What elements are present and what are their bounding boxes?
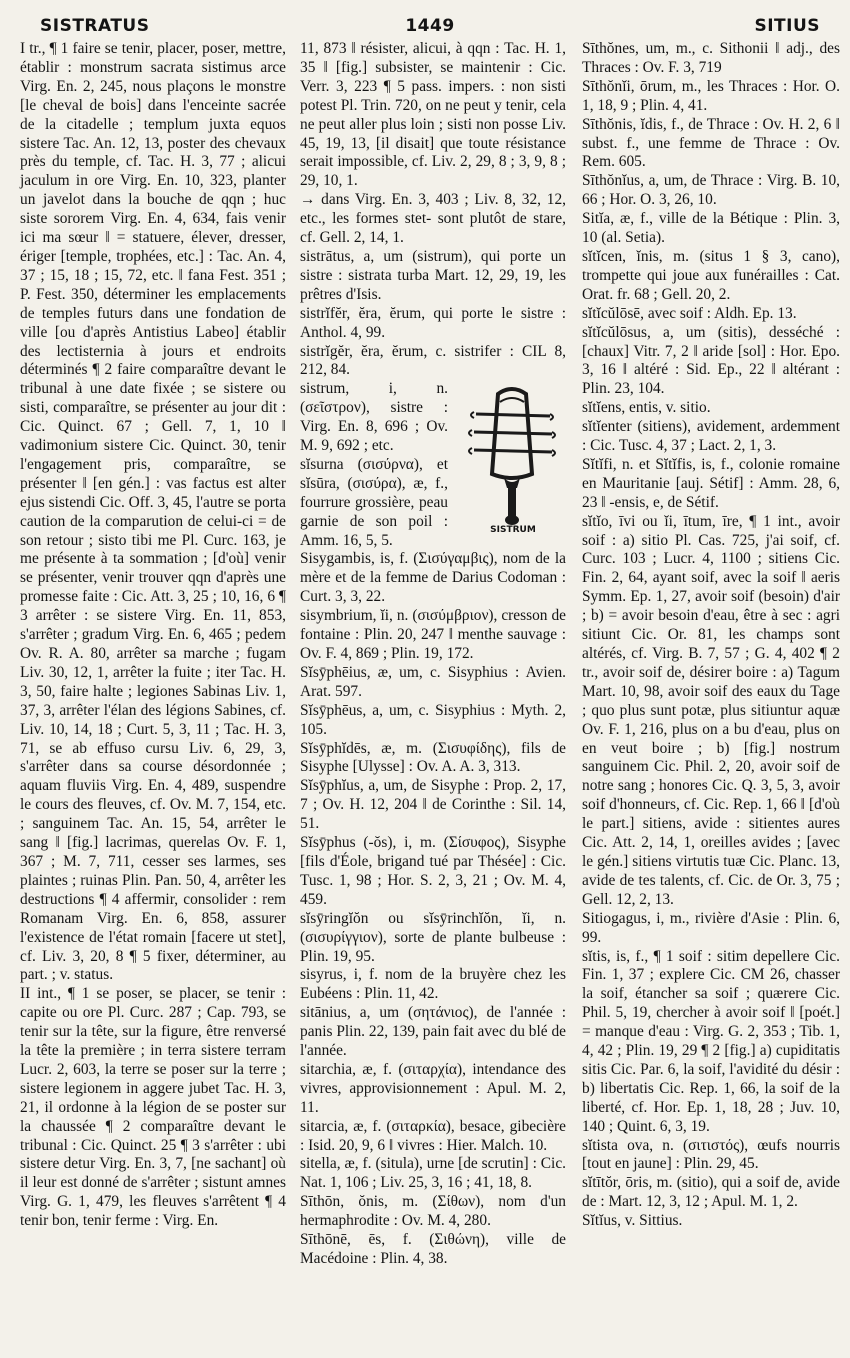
entry-paragraph: Sĭsȳphus (-ŏs), i, m. (Σίσυφος), Sisyphe [fils d'Éole, brigand tué par Thésée] : Cic. Tusc. 1, 98 ; Hor. S. 2, 3, 21 ; Ov. M. 4, 459. [300, 834, 566, 908]
entry-paragraph: Sīthōn, ŏnis, m. (Σίθων), nom d'un hermaphrodite : Ov. M. 4, 280. [300, 1193, 566, 1230]
column-3 [582, 40, 840, 1231]
entry-paragraph: sitānius, a, um (σητάνιος), de l'année : panis Plin. 22, 139, pain fait avec du blé de l'année. [300, 1004, 566, 1060]
entry-paragraph: Sĭsȳphēus, a, um, c. Sisyphius : Myth. 2, 105. [300, 701, 566, 738]
header-first-word: SISTRATUS [40, 16, 150, 36]
entry-paragraph: sistrātus, a, um (sistrum), qui porte un sistre : sistrata turba Mart. 12, 29, 19, les prêtres d'Isis. [300, 247, 566, 303]
entry-paragraph: sisyrus, i, f. nom de la bruyère chez les Eubéens : Plin. 11, 42. [300, 966, 566, 1003]
entry-paragraph: → dans Virg. En. 3, 403 ; Liv. 8, 32, 12, etc., les formes stet- sont plutôt de stare, cf. Gell. 2, 14, 1. [300, 191, 566, 247]
entry-paragraph: Sīthŏnis, ĭdis, f., de Thrace : Ov. H. 2, 6 ‖ subst. f., une femme de Thrace : Ov. Rem. 605. [582, 115, 840, 171]
entry-paragraph: sĭtĭo, īvi ou ĭi, ītum, īre, ¶ 1 int., avoir soif : a) sitio Pl. Cas. 725, j'ai soif, cf. Curc. 103 ; Lucr. 4, 1100 ; sitiens Cic. Fin. 2, 64, ayant soif, avec la soif ‖ aeris Symm. Ep. 1, 27, avoir soif (besoin) d'air ; b) = avoir besoin d'eau, être à sec : agri sitiunt Cic. Or. 81, les champs sont altérés, cf. Virg. B. 7, 57 ; G. 4, 402 ¶ 2 tr., avoir soif de, désirer boire : a) Tagum Mart. 10, 98, avoir soif des eaux du Tage ; quo plus sunt potæ, plus sitiuntur aquæ Ov. F. 1, 216, plus on a bu d'eau, plus on en veut boire ; b) [fig.] nostrum sanguinem Cic. Phil. 2, 20, avoir soif de notre sang ; honores Cic. Q. 3, 5, 3, avoir soif d'honneurs, cf. Cic. Rep. 1, 66 ‖ [d'où le part.] sitiens, avide : sitientes aures Cic. Att. 2, 14, 1, oreilles avides ; [avec le gén.] sitiens virtutis tuæ Cic. Planc. 13, avide de tes talents, cf. Cic. de Or. 3, 75 ; Gell. 12, 2, 13. [582, 512, 840, 908]
sistrum-illustration [454, 382, 572, 540]
entry-paragraph: Sīthŏnĭus, a, um, de Thrace : Virg. B. 10, 66 ; Hor. O. 3, 26, 10. [582, 172, 840, 209]
entry-paragraph: sitarcia, æ, f. (σιταρκία), besace, gibecière : Isid. 20, 9, 6 ‖ vivres : Hier. Malch. 10. [300, 1117, 566, 1154]
page-number: 1449 [405, 16, 455, 36]
entry-paragraph: Sĭsȳphĭdēs, æ, m. (Σισυφίδης), fils de Sisyphe [Ulysse] : Ov. A. A. 3, 313. [300, 739, 566, 776]
entry-paragraph: sĭtĭens, entis, v. sitio. [582, 399, 711, 417]
entry-paragraph: sĭtītŏr, ōris, m. (sitio), qui a soif de, avide de : Mart. 12, 3, 12 ; Apul. M. 1, 2. [582, 1174, 840, 1211]
entry-paragraph: II int., ¶ 1 se poser, se placer, se tenir : capite ou ore Pl. Curc. 287 ; Cap. 793, se tenir sur la tête, sur la figure, être renversé la tête la première ; in terra sistere terram Lucr. 2, 603, la terre se poser sur la terre ; sistere legionem in aggere jubet Tac. H. 3, 21, il ordonne à la légion de se poster sur la chaussée ¶ 2 comparaître devant le tribunal : Cic. Quinct. 25 ¶ 3 s'arrêter : ubi sistere detur Virg. En. 3, 7, [ne sachant] où il leur est donné de s'arrêter ; sistunt amnes Virg. G. 1, 479, les fleuves s'arrêtent ¶ 4 tenir bon, tenir ferme : Virg. En. [20, 985, 286, 1230]
entry-paragraph: sistrĭgĕr, ĕra, ĕrum, c. sistrifer : CIL 8, 212, 84. [300, 342, 566, 379]
entry-paragraph: 11, 873 ‖ résister, alicui, à qqn : Tac. H. 1, 35 ‖ [fig.] subsister, se maintenir : Cic. Verr. 3, 223 ¶ 5 pass. impers. : non sisti potest Pl. Trin. 720, on ne peut y tenir, cela ne peut aller plus loin ; sisti non posse Liv. 45, 19, 13, [il disait] que toute résistance serait impossible, cf. Liv. 2, 29, 8 ; 3, 9, 8 ; 29, 10, 1. [300, 40, 566, 190]
figure-caption: SISTRUM [490, 525, 536, 536]
entry-paragraph: Sĭtĭus, v. Sittius. [582, 1212, 683, 1230]
entry-paragraph: sĭtĭcen, ĭnis, m. (situs 1 § 3, cano), trompette qui joue aux funérailles : Cat. Orat. fr. 68 ; Gell. 20, 2. [582, 247, 840, 303]
entry-paragraph: Sĭtĭfi, n. et Sĭtĭfis, is, f., colonie romaine en Mauritanie [auj. Sétif] : Amm. 28, 6, 23 ‖ -ensis, e, de Sétif. [582, 455, 840, 511]
entry-paragraph: sĭtĭcŭlōsē, avec soif : Aldh. Ep. 13. [582, 304, 797, 322]
entry-paragraph: sistrum, i, n. (σεῖστρον), sistre : Virg. En. 8, 696 ; Ov. M. 9, 692 ; etc. [300, 380, 448, 455]
entry-paragraph: Sitiogagus, i, m., rivière d'Asie : Plin. 6, 99. [582, 909, 840, 946]
entry-paragraph: sĭsȳringĭŏn ou sĭsȳrinchĭŏn, ĭi, n. (σισυρίγγιον), sorte de plante bulbeuse : Plin. 19, 95. [300, 909, 566, 965]
entry-paragraph: Sīthōnē, ēs, f. (Σιθώνη), ville de Macédoine : Plin. 4, 38. [300, 1231, 566, 1267]
entry-paragraph: sisymbrium, ĭi, n. (σισύμβριον), cresson de fontaine : Plin. 20, 247 ‖ menthe sauvage : Ov. F. 4, 869 ; Plin. 19, 172. [300, 607, 566, 662]
entry-paragraph: Sitĭa, æ, f., ville de la Bétique : Plin. 3, 10 (al. Setia). [582, 210, 840, 247]
entry-paragraph: sĭtis, is, f., ¶ 1 soif : sitim depellere Cic. Fin. 1, 37 ; explere Cic. CM 26, chasser la soif, étancher sa soif ; quærere Cic. Phil. 5, 19, chercher à avoir soif ‖ [poét.] = manque d'eau : Virg. G. 2, 353 ; Tib. 1, 4, 42 ; Plin. 19, 29 ¶ 2 [fig.] a) cupiditatis sitis Cic. Par. 6, la soif, l'avidité du désir : b) libertatis Cic. Rep. 1, 66, la soif de la liberté, cf. Hor. Ep. 1, 18, 28 ; Juv. 10, 140 ; Quint. 6, 3, 19. [582, 947, 840, 1135]
entry-paragraph: sistrĭfĕr, ĕra, ĕrum, qui porte le sistre : Anthol. 4, 99. [300, 304, 566, 341]
entry-paragraph: sĭtĭcŭlōsus, a, um (sitis), desséché : [chaux] Vitr. 7, 2 ‖ aride [sol] : Hor. Epo. 3, 16 ‖ altéré : Sid. Ep., 22 ‖ altérant : Plin. 23, 104. [582, 323, 840, 398]
entry-paragraph: sĭsurna (σισύρνα), et sĭsūra, (σισύρα), æ, f., fourrure grossière, peau garnie de son poil : Amm. 16, 5, 5. [300, 455, 448, 549]
entry-paragraph: sitella, æ, f. (situla), urne [de scrutin] : Cic. Nat. 1, 106 ; Liv. 25, 3, 16 ; 41, 18, 8. [300, 1155, 566, 1192]
entry-paragraph: sĭtista ova, n. (σιτιστός), œufs nourris [tout en jaune] : Plin. 29, 45. [582, 1136, 840, 1173]
entry-paragraph: Sīthŏnes, um, m., c. Sithonii ‖ adj., des Thraces : Ov. F. 3, 719 [582, 40, 840, 76]
header-last-word: SITIUS [754, 16, 820, 36]
entry-paragraph: I tr., ¶ 1 faire se tenir, placer, poser, mettre, établir : monstrum sacrata sistimus arce Virg. En. 2, 245, nous plaçons le monstre [le cheval de bois] dans l'enceinte sacrée de la citadelle ; templum juxta equos sistere Tac. An. 12, 13, poster des chevaux près du temple, cf. Tac. H. 3, 77 ; alicui jaculum in ore Virg. En. 10, 323, planter un javelot dans la bouche de qqn ; huc siste sororem Virg. En. 4, 634, fais venir ici ma sœur ‖ = statuere, élever, dresser, ériger [temple, trophées, etc.] : Tac. An. 4, 37 ; 15, 18 ; 15, 72, etc. ‖ fana Fest. 351 ; P. Fest. 350, déterminer les emplacements de temples futurs dans une fondation de ville [ou d'après Antistius Labeo] établir des lectisternia à jours et endroits déterminés ¶ 2 faire comparaître devant le tribunal à une date fixée ; se sistere ou sisti, comparaître, se présenter au jour dit : Cic. Quinct. 67 ; Gell. 7, 1, 10 ‖ vadimonium sistere Cic. Quinct. 30, tenir l'engagement pris, comparaître, se présenter ‖ [en gén.] : vas factus est alter ejus sistendi Cic. Off. 3, 45, l'autre se porta caution de la comparution de celui-ci = de son retour ; sisto tibi me Pl. Curc. 163, je me présente à ta sommation ; [d'où] venir se présenter, venir trouver qqn d'après une promesse faite : Cic. Att. 3, 25 ; 10, 16, 6 ¶ 3 arrêter : se sistere Virg. En. 11, 853, s'arrêter ; gradum Virg. En. 6, 465 ; pedem Ov. R. A. 80, arrêter sa marche ; fugam Liv. 30, 12, 1, arrêter la fuite ; iter Tac. H. 3, 50, faire halte ; legiones Sabinas Liv. 1, 37, 3, arrêter l'élan des légions Sabines, cf. Liv. 10, 14, 18 ; Curt. 5, 3, 11 ; Tac. H. 3, 71, se ab effuso cursu Liv. 6, 29, 3, s'arrêter dans sa course désordonnée ; aquam fluviis Virg. En. 4, 489, suspendre le cours des fleuves, cf. Ov. M. 7, 154, etc. ; sanguinem Tac. An. 15, 54, arrêter le sang ‖ [fig.] lacrimas, querelas Ov. F. 1, 367 ; M. 7, 711, cesser ses larmes, ses plaintes ; ruinas Plin. Pan. 50, 4, arrêter les destructions ¶ 4 affermir, consolider : rem Romanam Virg. En. 6, 858, assurer l'existence de l'état romain [facere ut stet], cf. Liv. 3, 20, 8 ¶ 5 fixer, déterminer, au part. ; v. status. [20, 40, 286, 984]
sistrum-icon [454, 382, 572, 527]
entry-paragraph: Sĭsȳphēius, æ, um, c. Sisyphius : Avien. Arat. 597. [300, 663, 566, 700]
entry-paragraph: sĭtĭenter (sitiens), avidement, ardemment : Cic. Tusc. 4, 37 ; Lact. 2, 1, 3. [582, 418, 840, 455]
running-header [40, 10, 820, 44]
column-2 [300, 40, 566, 1269]
entry-paragraph: Sĭsȳphĭus, a, um, de Sisyphe : Prop. 2, 17, 7 ; Ov. H. 12, 204 ‖ de Corinthe : Sil. 14, 51. [300, 777, 566, 833]
column-1 [20, 40, 286, 1231]
entry-paragraph: sitarchia, æ, f. (σιταρχία), intendance des vivres, approvisionnement : Apul. M. 2, 11. [300, 1060, 566, 1116]
entry-paragraph: Sīthŏnĭi, ōrum, m., les Thraces : Hor. O. 1, 18, 9 ; Plin. 4, 41. [582, 77, 840, 114]
entry-paragraph: Sisygambis, is, f. (Σισύγαμβις), nom de la mère et de la femme de Darius Codoman : Curt. 3, 3, 22. [300, 550, 566, 606]
